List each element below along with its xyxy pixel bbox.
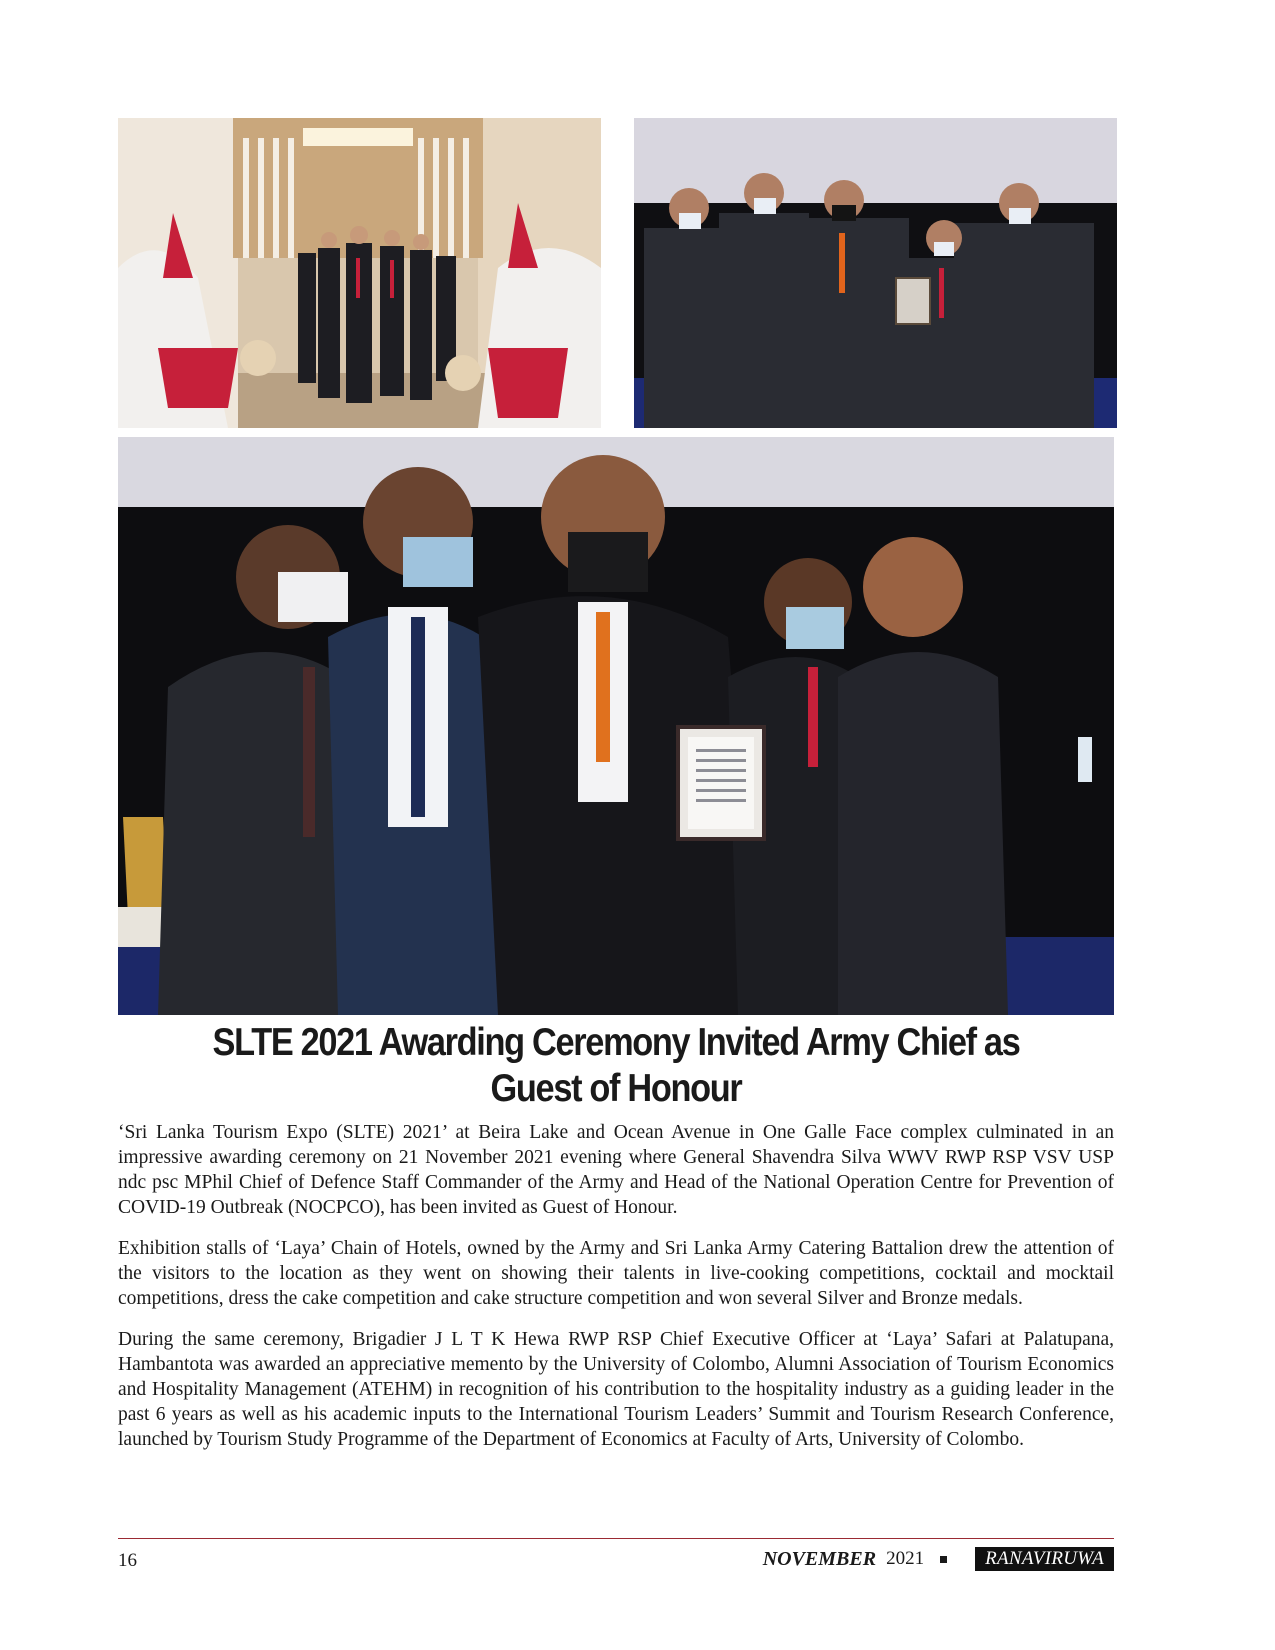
article-headline: SLTE 2021 Awarding Ceremony Invited Army Chief as Guest of Honour [212,1021,1020,1110]
photo-award-presentation-large [118,437,1114,1015]
photo-award-presentation-small [634,118,1117,428]
issue-month: NOVEMBER [762,1547,877,1570]
article-paragraph: During the same ceremony, Brigadier J L T K Hewa RWP RSP Chief Executive Officer at ‘Laya’ Safari at Palatupana, Hambantota was awarded an appreciative memento by the University of Colombo, Alumni Association of Tourism Economics and Hospitality Management (ATEHM) in recognition of his contribution to the hospitality industry as a guiding leader in the past 6 years as well as his academic inputs to the International Tourism Leaders’ Summit and Tourism Research Conference, launched by Tourism Study Programme of the Department of Economics at Faculty of Arts, University of Colombo. [118,1329,1114,1450]
photo-procession [118,118,601,428]
page-number: 16 [118,1550,137,1571]
bullet-icon [940,1556,947,1563]
publication-masthead: RANAVIRUWA [975,1547,1114,1571]
article-paragraph: ‘Sri Lanka Tourism Expo (SLTE) 2021’ at Beira Lake and Ocean Avenue in One Galle Face complex culminated in an impressive awarding ceremony on 21 November 2021 evening where General Shavendra Silva WWV RWP RSP VSV USP ndc psc MPhil Chief of Defence Staff Commander of the Army and Head of the National Operation Centre for Prevention of COVID-19 Outbreak (NOCPCO), has been invited as Guest of Honour. [118,1122,1114,1218]
footer-issue [763,1546,1114,1572]
issue-year: 2021 [886,1548,925,1569]
footer-rule [118,1538,1114,1539]
article-body [118,1120,1114,1468]
article-paragraph: Exhibition stalls of ‘Laya’ Chain of Hotels, owned by the Army and Sri Lanka Army Catering Battalion drew the attention of the visitors to the location as they went on showing their talents in live-cooking competitions, cocktail and mocktail competitions, dress the cake competition and cake structure competition and won several Silver and Bronze medals. [118,1238,1114,1309]
